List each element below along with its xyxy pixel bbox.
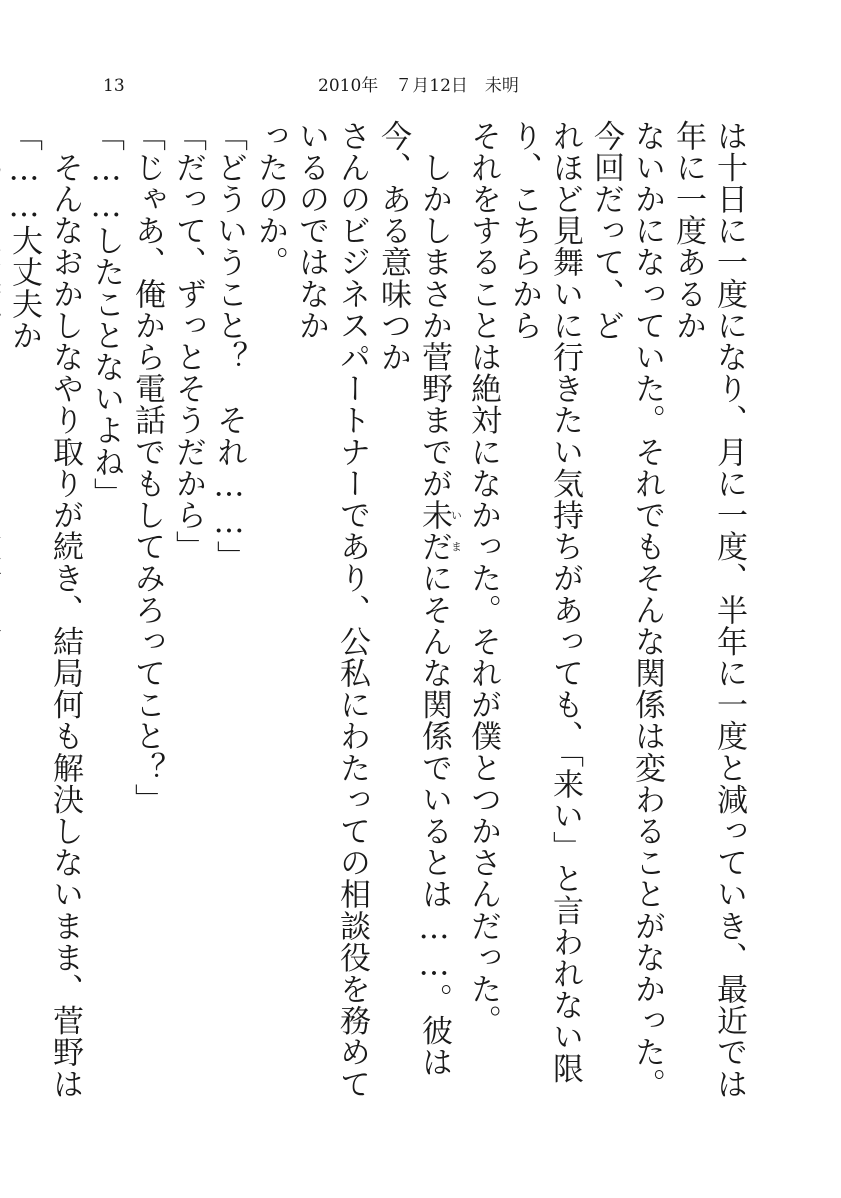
dialogue-line: 「どういうこと？ それ……」 <box>211 120 247 573</box>
text-line: そんなおかしなやり取りが続き、結局何も解決しないまま、菅野は「……大丈夫か <box>6 120 83 1100</box>
text-segment: しかしまさか菅野までが <box>416 120 452 500</box>
body-text <box>6 120 749 1120</box>
dialogue-line: 「じゃあ、俺から電話でもしてみろってこと？」 <box>129 120 165 816</box>
text-line: さんのビジネスパートナーであり、公私にわたっての相談役を務めているのではなか <box>293 120 370 1100</box>
page-number: 13 <box>103 76 125 96</box>
text-line: ないかになっていた。それでもそんな関係は変わることがなかった。今回だって、ど <box>588 120 665 1100</box>
text-line: は十日に一度になり、月に一度、半年に一度と減っていき、最近では年に一度あるか <box>670 120 747 1100</box>
text-line <box>372 120 462 1120</box>
ruby-base: 未だ <box>416 499 452 563</box>
text-line: ったのか。 <box>252 120 288 278</box>
running-head: 2010年 ７月12日 未明 <box>318 76 519 96</box>
text-line: れほど見舞いに行きたい気持ちがあっても、「来い」と言われない限り、こちらから <box>506 120 583 1085</box>
text-line <box>0 120 3 1120</box>
text-line: それをすることは絶対になかった。それが僕とつかさんだった。 <box>465 120 501 1037</box>
dialogue-line: 「だって、ずっとそうだから」 <box>170 120 206 563</box>
ruby-reading: いま <box>449 499 463 563</box>
text-segment: にそんな関係でいるとは……。彼は今、ある意味つか <box>375 120 452 1079</box>
dialogue-line: 「……したことないよね」 <box>88 120 124 510</box>
ruby-imada <box>416 499 463 563</box>
